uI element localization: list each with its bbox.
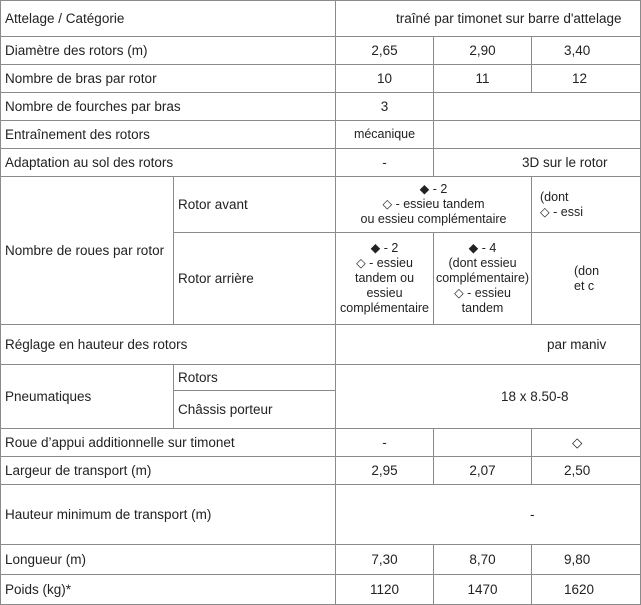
value-diametre-3: 3,40 (532, 37, 641, 65)
value-longueur-2: 8,70 (434, 545, 532, 575)
row-bras (1, 65, 641, 93)
row-largeur (1, 457, 641, 485)
label-reglage: Réglage en hauteur des rotors (1, 325, 336, 365)
row-reglage (1, 325, 641, 365)
row-fourches (1, 93, 641, 121)
row-entrainement (1, 121, 641, 149)
label-adaptation: Adaptation au sol des rotors (1, 149, 336, 177)
label-pneu-rotors: Rotors (174, 365, 336, 391)
value-roues-arriere-3: (don et c (532, 233, 641, 325)
value-adaptation-1: - (336, 149, 434, 177)
row-roue-appui (1, 429, 641, 457)
value-poids-3: 1620 (532, 575, 641, 605)
row-adaptation (1, 149, 641, 177)
label-rotor-arriere: Rotor arrière (174, 233, 336, 325)
row-pneu-rotors (1, 365, 641, 391)
row-longueur (1, 545, 641, 575)
label-attelage: Attelage / Catégorie (1, 1, 336, 37)
value-roues-arriere-2: ◆ - 4 (dont essieu complémentaire) ◇ - essieu tandem (434, 233, 532, 325)
value-diametre-2: 2,90 (434, 37, 532, 65)
label-largeur: Largeur de transport (m) (1, 457, 336, 485)
label-pneumatiques: Pneumatiques (1, 365, 174, 429)
row-roues-avant (1, 177, 641, 233)
value-attelage: traîné par timonet sur barre d'attelage (336, 1, 641, 37)
value-roues-avant-1: ◆ - 2 ◇ - essieu tandem ou essieu complémentaire (336, 177, 532, 233)
value-longueur-1: 7,30 (336, 545, 434, 575)
label-poids: Poids (kg)* (1, 575, 336, 605)
row-diametre (1, 37, 641, 65)
label-rotor-avant: Rotor avant (174, 177, 336, 233)
value-poids-1: 1120 (336, 575, 434, 605)
value-roue-appui-2 (434, 429, 532, 457)
label-longueur: Longueur (m) (1, 545, 336, 575)
value-largeur-1: 2,95 (336, 457, 434, 485)
label-pneu-chassis: Châssis porteur (174, 391, 336, 429)
row-hauteur (1, 485, 641, 545)
row-attelage (1, 1, 641, 37)
label-roues: Nombre de roues par rotor (1, 177, 174, 325)
value-adaptation-2: 3D sur le rotor (434, 149, 641, 177)
row-poids (1, 575, 641, 605)
label-hauteur: Hauteur minimum de transport (m) (1, 485, 336, 545)
value-longueur-3: 9,80 (532, 545, 641, 575)
value-hauteur: - (336, 485, 641, 545)
value-reglage: par maniv (336, 325, 641, 365)
value-largeur-3: 2,50 (532, 457, 641, 485)
value-poids-2: 1470 (434, 575, 532, 605)
value-entrainement-rest (434, 121, 641, 149)
value-roue-appui-3: ◇ (532, 429, 641, 457)
label-entrainement: Entraînement des rotors (1, 121, 336, 149)
label-bras: Nombre de bras par rotor (1, 65, 336, 93)
value-fourches-rest (434, 93, 641, 121)
value-bras-2: 11 (434, 65, 532, 93)
value-pneumatiques: 18 x 8.50-8 (336, 365, 641, 429)
value-bras-3: 12 (532, 65, 641, 93)
value-diametre-1: 2,65 (336, 37, 434, 65)
label-roue-appui: Roue d’appui additionnelle sur timonet (1, 429, 336, 457)
value-largeur-2: 2,07 (434, 457, 532, 485)
value-roues-arriere-1: ◆ - 2 ◇ - essieu tandem ou essieu complémentaire (336, 233, 434, 325)
value-roues-avant-3: (dont ◇ - essi (532, 177, 641, 233)
label-fourches: Nombre de fourches par bras (1, 93, 336, 121)
value-entrainement-1: mécanique (336, 121, 434, 149)
label-diametre: Diamètre des rotors (m) (1, 37, 336, 65)
value-fourches-1: 3 (336, 93, 434, 121)
value-roue-appui-1: - (336, 429, 434, 457)
value-bras-1: 10 (336, 65, 434, 93)
